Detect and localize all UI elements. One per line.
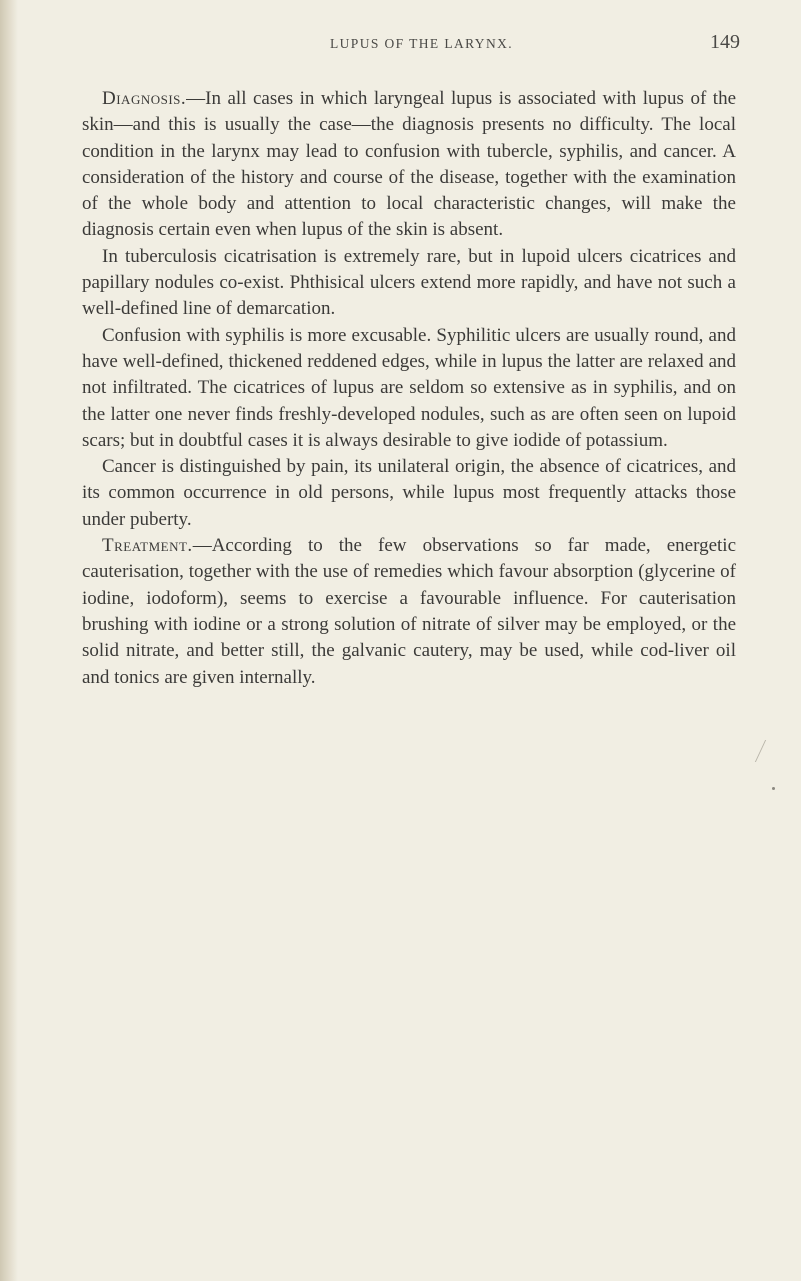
paragraph-syphilis [82, 323, 736, 454]
paragraph-tuberculosis [82, 244, 736, 323]
paragraph-diagnosis [82, 86, 736, 244]
paragraph-text: —In all cases in which laryngeal lupus is associated with lupus of the skin—and this is usually the case—the diagnosis presents no difficulty. The local condition in the larynx may lead to confusion with tubercle, syphilis, and cancer. A consideration of the history and course of the disease, together with the examination of the whole body and attention to local characteristic changes, will make the diagnosis certain even when lupus of the skin is absent. [82, 88, 736, 241]
page-number: 149 [710, 31, 740, 53]
paragraph-text: —According to the few observations so far made, energetic cauterisation, together with the use of remedies which favour absorption (glycerine of iodine, iodoform), seems to exercise a favourable influence. For cauterisation brushing with iodine or a strong solution of nitrate of silver may be employed, or the solid nitrate, and better still, the galvanic cautery, may be used, while cod-liver oil and tonics are given internally. [82, 535, 736, 688]
body-text [82, 86, 736, 691]
paper-speck [772, 787, 775, 790]
running-head: LUPUS OF THE LARYNX. [330, 36, 514, 51]
paragraph-treatment [82, 533, 736, 691]
section-lead-diagnosis: Diagnosis. [102, 88, 187, 109]
paragraph-text: Cancer is distinguished by pain, its unilateral origin, the absence of cicatrices, and its common occurrence in old persons, while lupus most frequently attacks those under puberty. [82, 456, 736, 530]
section-lead-treatment: Treatment. [102, 535, 193, 557]
paragraph-cancer [82, 454, 736, 533]
paragraph-text: In tuberculosis cicatrisation is extremely rare, but in lupoid ulcers cicatrices and papillary nodules co-exist. Phthisical ulcers extend more rapidly, and have not such a well-defined line of demarcation. [82, 245, 736, 320]
paper-mark [755, 740, 780, 762]
paragraph-text: Confusion with syphilis is more excusable. Syphilitic ulcers are usually round, and have well-defined, thickened reddened edges, while in lupus the latter are relaxed and not infiltrated. The cicatrices of lupus are seldom so extensive as in syphilis, and on the latter one never finds freshly-developed nodules, such as are often seen on lupoid scars; but in doubtful cases it is always desirable to give iodide of potassium. [82, 324, 736, 451]
